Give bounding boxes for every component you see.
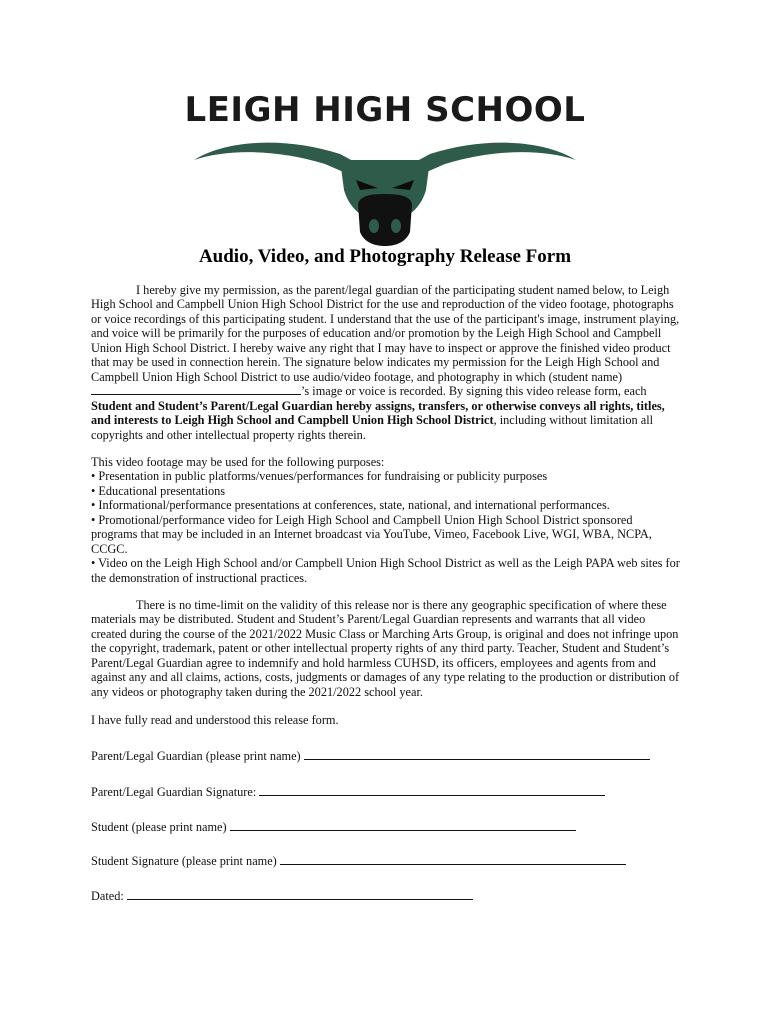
acknowledgement-paragraph (91, 713, 681, 727)
acknowledgement-text: I have fully read and understood this release form. (91, 713, 339, 727)
validity-paragraph (91, 598, 681, 699)
guardian-print-name-line[interactable] (304, 748, 650, 760)
purpose-item: • Educational presentations (91, 483, 226, 498)
guardian-signature-label: Parent/Legal Guardian Signature: (91, 785, 257, 799)
longhorn-logo-icon (190, 134, 580, 246)
intro-text-part3: , including without limitation all copyrights and other intellectual property rights therein. (91, 413, 654, 442)
validity-text: There is no time-limit on the validity of this release nor is there any geographic specification of where these materials may be distributed. Student and Student’s Parent/Legal Guardian represents and warrants that all video created during the course of the 2021/2022 Music Class or Marching Arts Group, is original and does not infringe upon the copyright, trademark, patent or other intellectual property rights of any third party. Teacher, Student and Student’s Parent/Legal Guardian agree to indemnify and hold harmless CUHSD, its officers, employees and agents from and against any and all claims, actions, costs, judgments or damages of any type relating to the production or distribution of any videos or photography taken during the 2021/2022 school year. (91, 598, 680, 699)
student-name-blank[interactable] (91, 385, 301, 395)
student-print-name-label: Student (please print name) (91, 820, 227, 834)
intro-bold-text: Student and Student’s Parent/Legal Guardian hereby assigns, transfers, or otherwise conveys all rights, titles, and interests to Leigh High School and Campbell Union High School District (91, 398, 665, 428)
dated-line[interactable] (127, 888, 473, 900)
student-signature-label: Student Signature (please print name) (91, 854, 277, 868)
purpose-item: • Promotional/performance video for Leigh High School and Campbell Union High School District sponsored programs that may be included in an Internet broadcast via YouTube, Vimeo, Facebook Live, WGI, WBA, NCPA, CCGC. (91, 512, 652, 556)
student-signature-field (91, 853, 626, 869)
purpose-item: • Presentation in public platforms/venues/performances for fundraising or publicity purposes (91, 469, 548, 484)
intro-paragraph (91, 283, 681, 442)
student-signature-line[interactable] (280, 853, 626, 865)
intro-text-part1: I hereby give my permission, as the parent/legal guardian of the participating student named below, to Leigh High School and Campbell Union High School District for the use and reproduction of the video footage, photographs or voice recordings of this participating student. I understand that the use of the participant's image, instrument playing, and voice will be primarily for the purposes of education and/or promotion by the Leigh High School and Campbell Union High School District. I hereby waive any right that I may have to inspect or approve the finished video product that may be used in connection herein. The signature below indicates my permission for the Leigh High School and Campbell Union High School District to use audio/video footage, and photography in which (student name) (91, 283, 680, 384)
guardian-print-name-field (91, 748, 650, 764)
guardian-print-name-label: Parent/Legal Guardian (please print name) (91, 749, 301, 763)
intro-text-part2: ’s image or voice is recorded. By signing this video release form, each (301, 384, 647, 399)
purposes-heading: This video footage may be used for the following purposes: (91, 455, 385, 469)
guardian-signature-line[interactable] (259, 784, 605, 796)
student-print-name-field (91, 819, 576, 835)
purposes-section (91, 455, 681, 585)
dated-label: Dated: (91, 889, 124, 903)
dated-field (91, 888, 473, 904)
form-title: Audio, Video, and Photography Release Form (198, 246, 572, 267)
student-print-name-line[interactable] (230, 819, 576, 831)
guardian-signature-field (91, 784, 605, 800)
purpose-item: • Informational/performance presentations at conferences, state, national, and international performances. (91, 498, 610, 513)
purpose-item: • Video on the Leigh High School and/or Campbell Union High School District as well as the Leigh PAPA web sites for the demonstration of instructional practices. (91, 556, 680, 585)
school-logo-title: LEIGH HIGH SCHOOL (184, 90, 586, 130)
